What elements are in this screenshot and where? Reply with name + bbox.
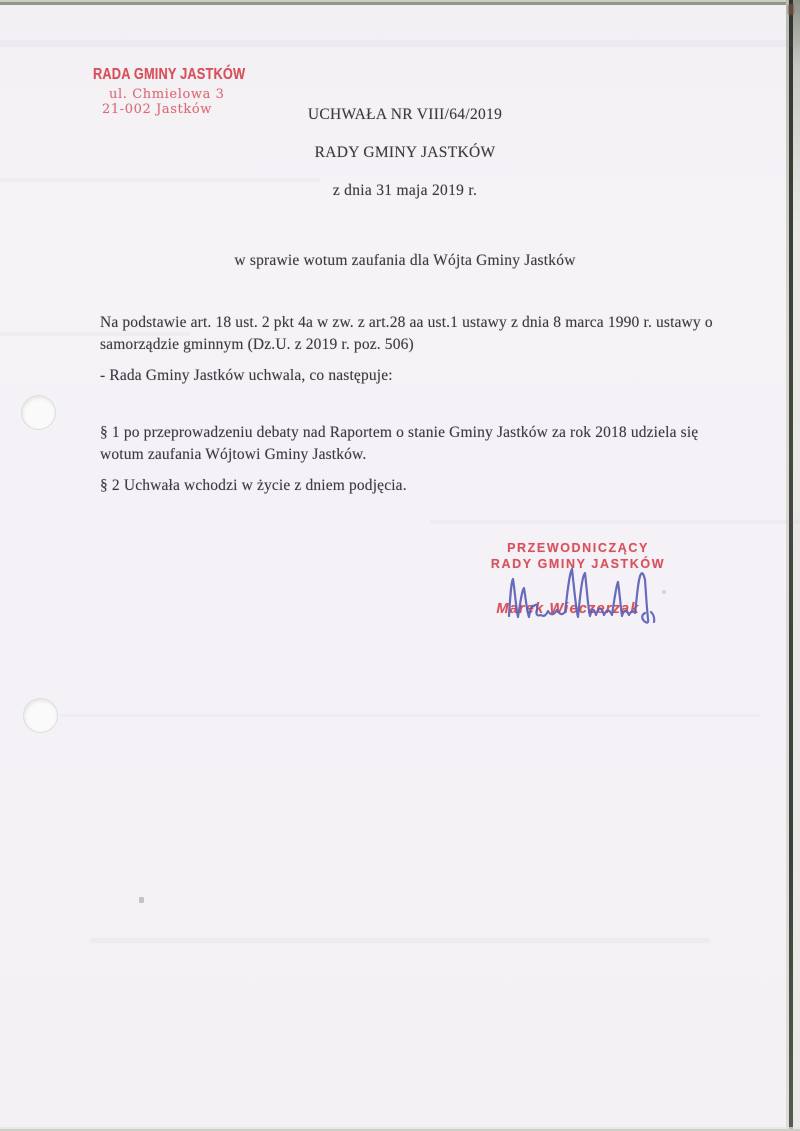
hole-punch-bottom (24, 699, 57, 732)
resolution-number: UCHWAŁA NR VIII/64/2019 (307, 106, 503, 123)
signature-scrawl-icon (504, 562, 656, 624)
hole-punch-top (22, 396, 55, 429)
signature-block (468, 540, 688, 617)
document-heading (105, 96, 705, 210)
legal-basis-paragraph: Na podstawie art. 18 ust. 2 pkt 4a w zw. z art.28 aa ust.1 ustawy z dnia 8 marca 1990 r. ustawy o samorządzie gminnym (Dz.U. z 2019 r. poz. 506) (100, 314, 713, 353)
scan-corner-artifact (788, 4, 794, 15)
enactment-clause: - Rada Gminy Jastków uchwala, co następuje: (100, 367, 393, 384)
scan-streak (60, 714, 760, 717)
section-1-paragraph: § 1 po przeprowadzeniu debaty nad Raportem o stanie Gminy Jastków za rok 2018 udziela się wotum zaufania Wójtowi Gminy Jastków. (100, 424, 699, 463)
chairman-name-stamp: Marek Wieczerzak (496, 601, 640, 617)
chairman-role-stamp-line1: PRZEWODNICZĄCY (507, 541, 649, 555)
scan-streak (90, 938, 710, 943)
scan-speck (662, 590, 666, 594)
section-2-paragraph: § 2 Uchwała wchodzi w życie z dniem podjęcia. (100, 477, 407, 494)
scan-speck (139, 897, 144, 903)
stamp-council-name: RADA GMINY JASTKÓW (93, 66, 246, 83)
scan-streak (0, 40, 800, 47)
resolution-date: z dnia 31 maja 2019 r. (332, 182, 478, 199)
subject-line: w sprawie wotum zaufania dla Wójta Gminy Jastków (234, 252, 576, 269)
scan-streak (430, 520, 800, 524)
scan-edge-right-outer (793, 0, 800, 1131)
scan-edge-top-paper (0, 5, 800, 10)
chairman-role-stamp-line2: RADY GMINY JASTKÓW (490, 557, 666, 571)
stamp-postal-city: 21-002 Jastków (102, 102, 212, 117)
stamp-street: ul. Chmielowa 3 (109, 87, 225, 102)
resolution-authority: RADY GMINY JASTKÓW (314, 144, 496, 161)
